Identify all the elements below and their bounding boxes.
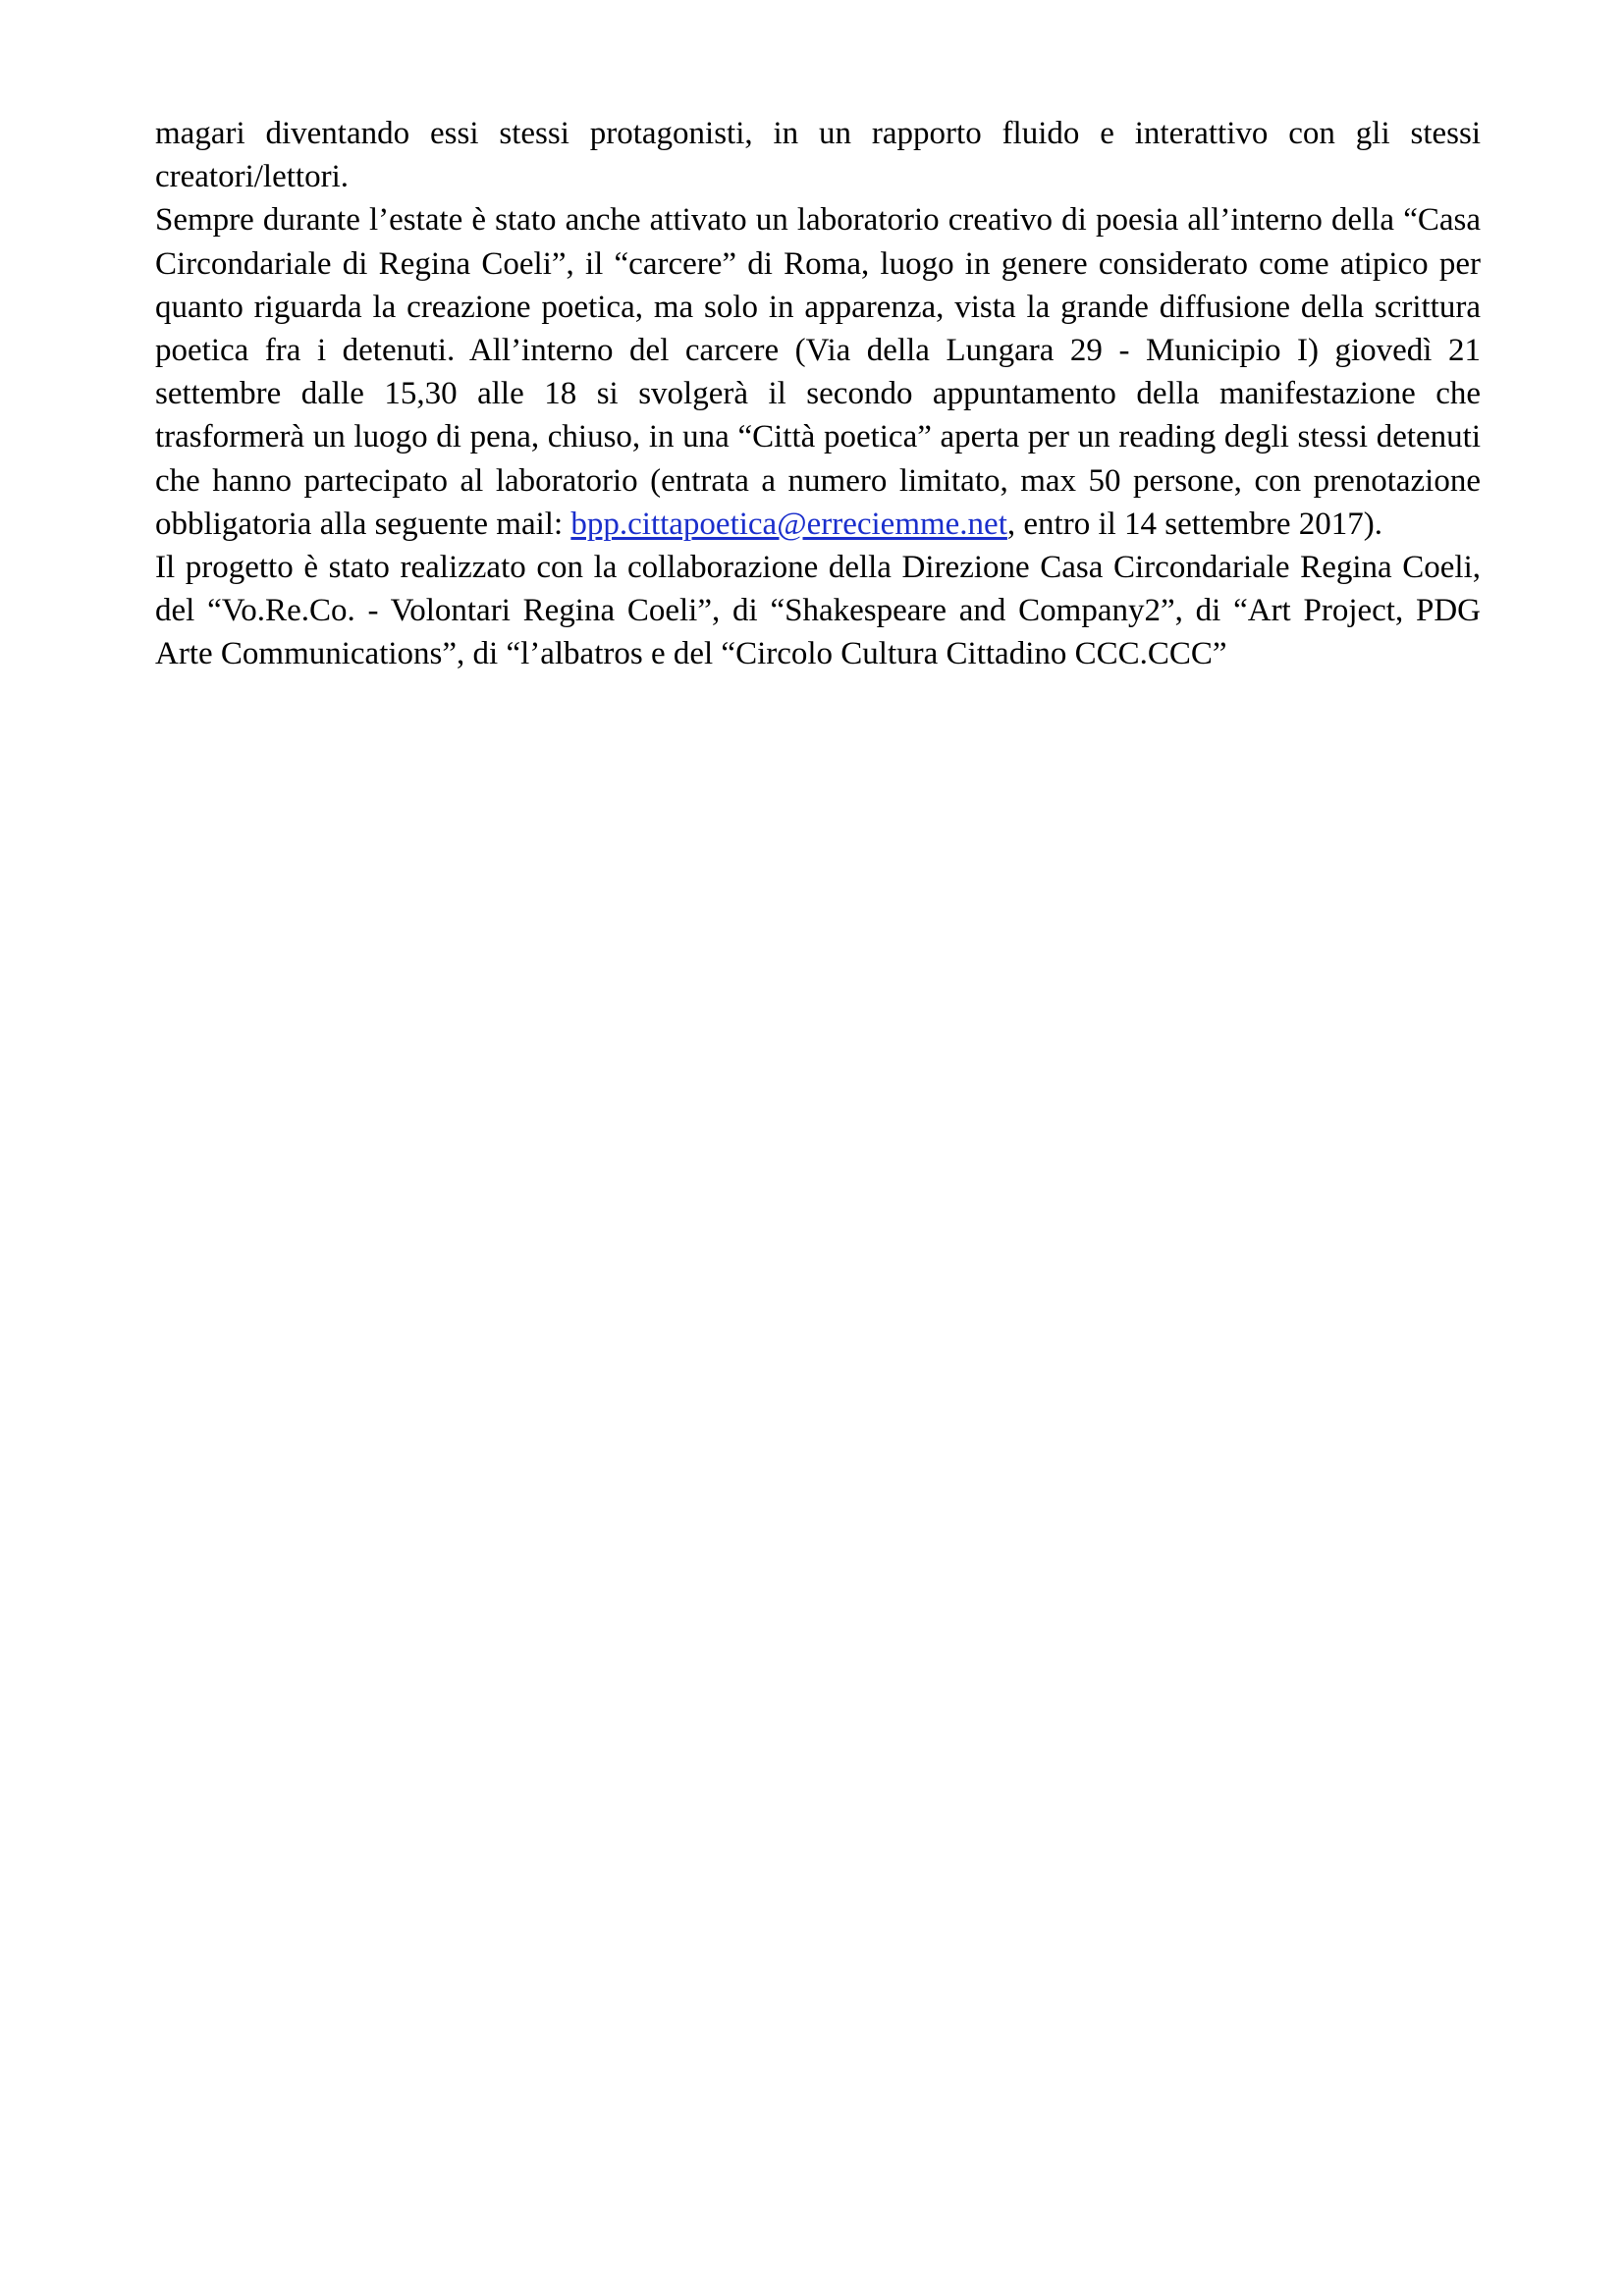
paragraph-collaborazione: Il progetto è stato realizzato con la collaborazione della Direzione Casa Circondariale Regina Coeli, del “Vo.Re.Co. - Volontari Regina Coeli”, di “Shakespeare and Company2”, di “Art Project, PDG Arte Communications”, di “l’albatros e del “Circolo Cultura Cittadino CCC.CCC” — [155, 550, 1481, 672]
paragraph-laboratorio-text: Sempre durante l’estate è stato anche attivato un laboratorio creativo di poesia all’interno della “Casa Circondariale di Regina Coeli”, il “carcere” di Roma, luogo in genere considerato come atipico per quanto riguarda la creazione poetica, ma solo in apparenza, vista la grande diffusione della scrittura poetica fra i detenuti. All’interno del carcere (Via della Lungara 29 - Municipio I) giovedì 21 settembre dalle 15,30 alle 18 si svolgerà il secondo appuntamento della manifestazione che trasformerà un luogo di pena, chiuso, in una “Città poetica” aperta per un reading degli stessi detenuti che hanno partecipato al laboratorio (entrata a numero limitato, max 50 persone, con prenotazione obbligatoria alla seguente mail: — [155, 202, 1481, 542]
email-link[interactable]: bpp.cittapoetica@erreciemme.net — [570, 506, 1007, 542]
paragraph-laboratorio-tail: , entro il 14 settembre 2017). — [1006, 506, 1383, 542]
paragraph-laboratorio — [155, 198, 1481, 546]
document-body — [155, 112, 1481, 676]
paragraph-continuation: magari diventando essi stessi protagonisti, in un rapporto fluido e interattivo con gli stessi creatori/lettori. — [155, 116, 1481, 195]
